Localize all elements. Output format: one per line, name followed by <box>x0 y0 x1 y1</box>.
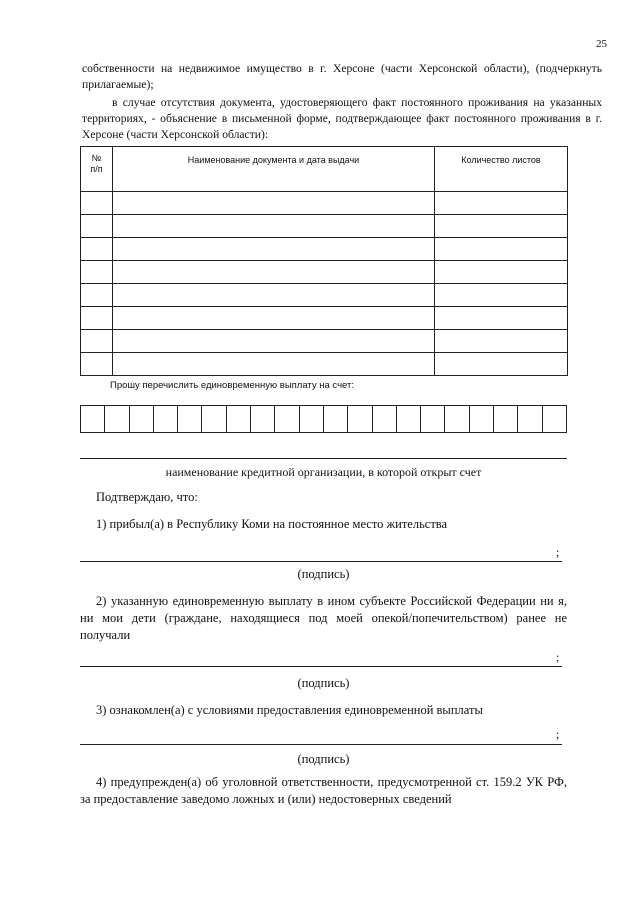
cell-document[interactable] <box>113 192 435 215</box>
cell-number[interactable] <box>81 307 113 330</box>
confirm-item-1: 1) прибыл(а) в Республику Коми на постоянное место жительства <box>96 517 448 531</box>
cell-number[interactable] <box>81 192 113 215</box>
account-digit-cell[interactable] <box>129 406 153 433</box>
signature-label-1: (подпись) <box>297 567 350 581</box>
table-row <box>81 353 568 376</box>
account-digit-cell[interactable] <box>251 406 275 433</box>
account-digit-cell[interactable] <box>275 406 299 433</box>
cell-document[interactable] <box>113 284 435 307</box>
account-digit-cell[interactable] <box>372 406 396 433</box>
bank-name-line[interactable] <box>80 458 567 459</box>
cell-sheet-count[interactable] <box>435 353 568 376</box>
bank-name-caption: наименование кредитной организации, в которой открыт счет <box>165 465 482 479</box>
semicolon-2: ; <box>556 650 560 664</box>
column-header-sheet-count: Количество листов <box>435 147 568 192</box>
cell-sheet-count[interactable] <box>435 307 568 330</box>
documents-table <box>80 146 568 376</box>
table-row <box>81 215 568 238</box>
cell-number[interactable] <box>81 238 113 261</box>
cell-number[interactable] <box>81 215 113 238</box>
intro-paragraph-2: в случае отсутствия документа, удостоверяющего факт постоянного проживания на указанных территориях, - объяснение в письменной форме, подтверждающее факт постоянного проживания в г. Херсоне (части Херсонской области): <box>82 96 602 141</box>
account-digit-cell[interactable] <box>396 406 420 433</box>
table-header-row <box>81 147 568 192</box>
confirm-intro: Подтверждаю, что: <box>96 490 198 504</box>
cell-number[interactable] <box>81 261 113 284</box>
cell-sheet-count[interactable] <box>435 330 568 353</box>
signature-line-3[interactable] <box>80 744 562 745</box>
confirm-item-3: 3) ознакомлен(а) с условиями предоставления единовременной выплаты <box>96 703 483 717</box>
signature-label-2: (подпись) <box>297 676 350 690</box>
cell-number[interactable] <box>81 284 113 307</box>
page-number: 25 <box>596 38 607 50</box>
account-digit-cell[interactable] <box>202 406 226 433</box>
column-header-number-symbol: № <box>91 153 102 163</box>
table-row <box>81 330 568 353</box>
account-digit-cell[interactable] <box>542 406 566 433</box>
signature-label-3: (подпись) <box>297 752 350 766</box>
account-digit-cell[interactable] <box>494 406 518 433</box>
semicolon-3: ; <box>556 727 560 741</box>
account-number-grid <box>80 405 567 433</box>
intro-paragraph-1: собственности на недвижимое имущество в г. Херсоне (части Херсонской области), (подчеркнуть прилагаемые); <box>82 62 602 91</box>
column-header-number <box>81 147 113 192</box>
cell-document[interactable] <box>113 307 435 330</box>
column-header-number-abbrev: п/п <box>90 164 103 174</box>
cell-document[interactable] <box>113 353 435 376</box>
cell-document[interactable] <box>113 261 435 284</box>
account-digit-cell[interactable] <box>178 406 202 433</box>
cell-document[interactable] <box>113 215 435 238</box>
table-row <box>81 261 568 284</box>
signature-line-2[interactable] <box>80 666 562 667</box>
cell-document[interactable] <box>113 238 435 261</box>
table-row <box>81 284 568 307</box>
confirm-item-4: 4) предупрежден(а) об уголовной ответственности, предусмотренной ст. 159.2 УК РФ, за предоставление заведомо ложных и (или) недостоверных сведений <box>80 775 567 806</box>
account-digit-cell[interactable] <box>105 406 129 433</box>
account-digit-cell[interactable] <box>153 406 177 433</box>
cell-sheet-count[interactable] <box>435 261 568 284</box>
account-digit-row <box>81 406 567 433</box>
account-digit-cell[interactable] <box>518 406 542 433</box>
account-digit-cell[interactable] <box>299 406 323 433</box>
cell-number[interactable] <box>81 353 113 376</box>
table-row <box>81 238 568 261</box>
account-digit-cell[interactable] <box>469 406 493 433</box>
confirm-item-2: 2) указанную единовременную выплату в ином субъекте Российской Федерации ни я, ни мои дети (граждане, находящиеся под моей опекой/попечительством) ранее не получали <box>80 594 567 642</box>
account-digit-cell[interactable] <box>226 406 250 433</box>
table-row <box>81 307 568 330</box>
cell-document[interactable] <box>113 330 435 353</box>
account-digit-cell[interactable] <box>323 406 347 433</box>
cell-sheet-count[interactable] <box>435 238 568 261</box>
account-digit-cell[interactable] <box>81 406 105 433</box>
account-digit-cell[interactable] <box>445 406 469 433</box>
signature-line-1[interactable] <box>80 561 562 562</box>
account-request-text: Прошу перечислить единовременную выплату на счет: <box>110 380 354 391</box>
cell-sheet-count[interactable] <box>435 192 568 215</box>
cell-sheet-count[interactable] <box>435 284 568 307</box>
account-digit-cell[interactable] <box>348 406 372 433</box>
account-digit-cell[interactable] <box>421 406 445 433</box>
table-row <box>81 192 568 215</box>
semicolon-1: ; <box>556 545 560 559</box>
cell-sheet-count[interactable] <box>435 215 568 238</box>
cell-number[interactable] <box>81 330 113 353</box>
column-header-document: Наименование документа и дата выдачи <box>113 147 435 192</box>
